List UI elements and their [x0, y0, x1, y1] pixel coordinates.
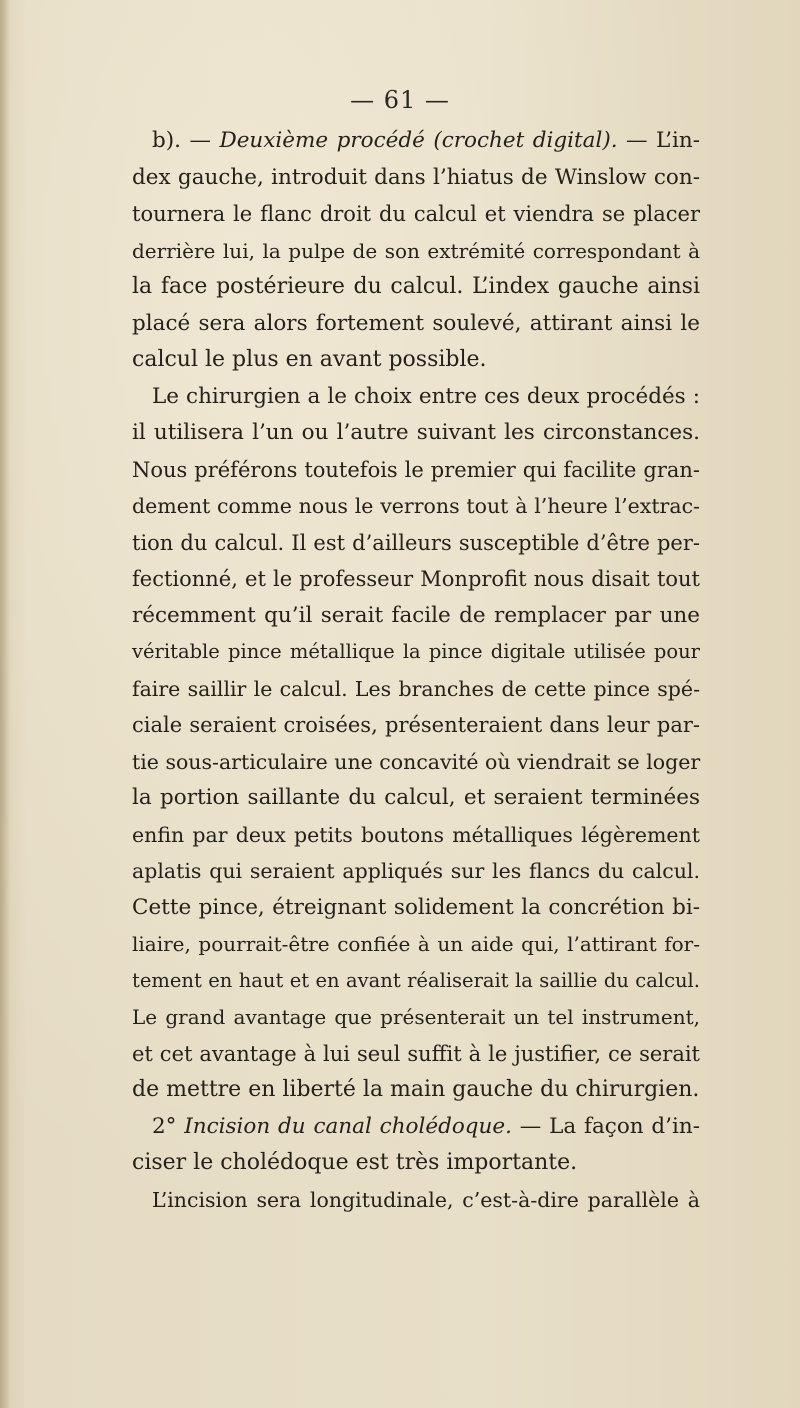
- text-line: de mettre en liberté la main gauche du chirurgien.: [132, 1077, 700, 1102]
- text-line: derrière lui, la pulpe de son extrémité correspondant à: [132, 238, 700, 263]
- text-line: tournera le flanc droit du calcul et viendra se placer: [132, 202, 700, 226]
- text-line: il utilisera l’un ou l’autre suivant les circonstances.: [132, 420, 700, 445]
- text-line: fectionné, et le professeur Monprofit nous disait tout: [132, 567, 700, 591]
- text-line: tion du calcul. Il est d’ailleurs susceptible d’être per-: [132, 530, 700, 555]
- page-spine-shadow: [0, 0, 10, 1408]
- text-line: b). — Deuxième procédé (crochet digital). — L’in-: [152, 128, 700, 153]
- text-line: placé sera alors fortement soulevé, attirant ainsi le: [132, 310, 700, 336]
- text-line: véritable pince métallique la pince digitale utilisée pour: [132, 640, 700, 663]
- text-line: faire saillir le calcul. Les branches de cette pince spé-: [132, 676, 700, 701]
- text-line: ciale seraient croisées, présenteraient dans leur par-: [132, 713, 700, 737]
- text-line: Le chirurgien a le choix entre ces deux procédés :: [152, 383, 700, 409]
- text-line: 2° Incision du canal cholédoque. — La façon d’in-: [152, 1113, 701, 1139]
- text-line: ciser le cholédoque est très importante.: [132, 1150, 578, 1175]
- text-line: L’incision sera longitudinale, c’est-à-dire parallèle à: [152, 1187, 700, 1212]
- section-heading: Incision du canal cholédoque.: [184, 1113, 512, 1139]
- page-number: — 61 —: [350, 86, 450, 114]
- text-line: dement comme nous le verrons tout à l’heure l’extrac-: [132, 494, 700, 518]
- text-line: enfin par deux petits boutons métalliques légèrement: [132, 822, 700, 847]
- text-line: tement en haut et en avant réaliserait la saillie du calcul.: [132, 968, 700, 992]
- text-line: Cette pince, étreignant solidement la concrétion bi-: [132, 894, 700, 920]
- text-line: Nous préférons toutefois le premier qui facilite gran-: [132, 457, 700, 482]
- text-line: la face postérieure du calcul. L’index gauche ainsi: [132, 274, 700, 299]
- body-text: [132, 123, 700, 1218]
- text-line: tie sous-articulaire une concavité où viendrait se loger: [132, 749, 701, 774]
- text-line: la portion saillante du calcul, et seraient terminées: [132, 785, 700, 810]
- text-line: Le grand avantage que présenterait un tel instrument,: [132, 1005, 700, 1029]
- text-line: dex gauche, introduit dans l’hiatus de Winslow con-: [132, 164, 700, 190]
- text-line: liaire, pourrait-être confiée à un aide qui, l’attirant for-: [132, 932, 700, 956]
- text-line: calcul le plus en avant possible.: [132, 347, 487, 372]
- text-line: aplatis qui seraient appliqués sur les flancs du calcul.: [132, 859, 700, 883]
- text-line: et cet avantage à lui seul suffit à le justifier, ce serait: [132, 1041, 700, 1066]
- text-line: récemment qu’il serait facile de remplacer par une: [132, 602, 700, 628]
- section-heading: Deuxième procédé (crochet digital).: [219, 128, 618, 153]
